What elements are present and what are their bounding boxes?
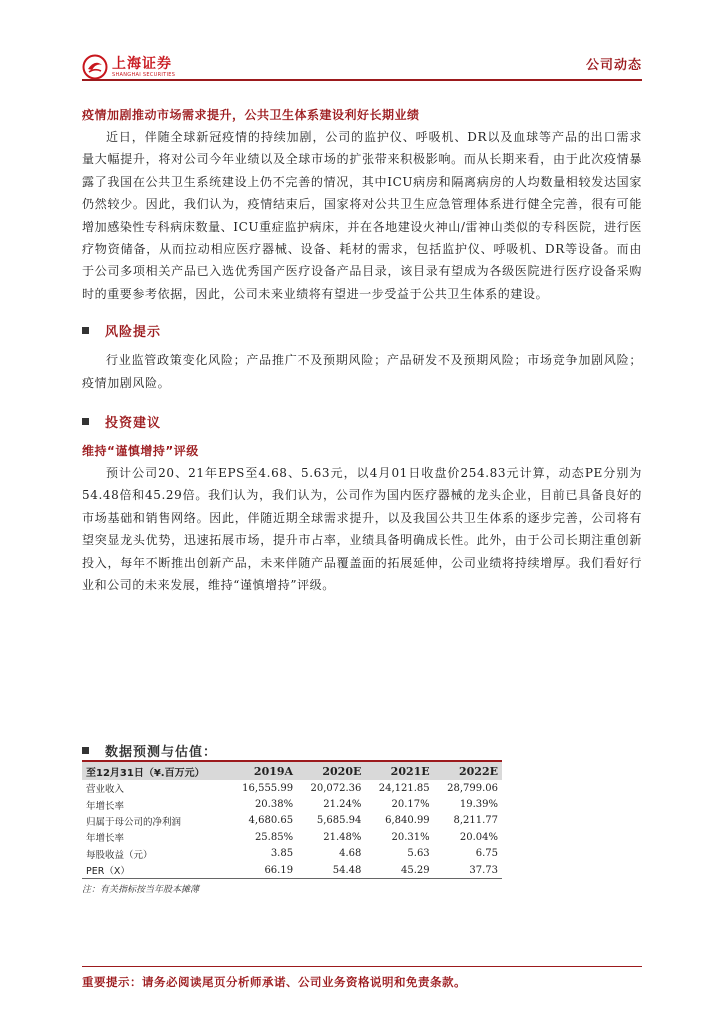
section-bullet-icon: [82, 327, 89, 334]
table-row: [82, 796, 502, 812]
year-column-header: 2021E: [365, 761, 433, 780]
table-cell: 21.24%: [323, 799, 362, 811]
table-row: [82, 813, 502, 829]
table-cell: 16,555.99: [242, 782, 294, 794]
table-row: [82, 846, 502, 862]
table-cell: 6,840.99: [385, 815, 430, 827]
header-divider: [82, 79, 642, 81]
logo-english-name: SHANGHAI SECURITIES: [112, 71, 176, 78]
section-bullet-icon: [82, 747, 89, 754]
risk-paragraph: 行业监管政策变化风险；产品推广不及预期风险；产品研发不及预期风险；市场竞争加剧风险；疫情加剧风险。: [82, 353, 642, 390]
table-cell: 37.73: [434, 862, 502, 879]
rating-heading: 维持“谨慎增持”评级: [82, 444, 199, 459]
table-row: [82, 862, 502, 879]
table-row: [82, 780, 502, 796]
invest-section-title: 投资建议: [105, 415, 162, 431]
table-cell: 20,072.36: [310, 782, 362, 794]
table-cell: 20.17%: [391, 799, 430, 811]
table-cell: 25.85%: [254, 831, 294, 843]
market-heading: 疫情加剧推动市场需求提升，公共卫生体系建设利好长期业绩: [82, 108, 420, 122]
row-label: 年增长率: [86, 800, 125, 812]
table-cell: 3.85: [270, 848, 294, 860]
table-cell: 4.68: [339, 848, 362, 860]
market-paragraph: 近日，伴随全球新冠疫情的持续加剧，公司的监护仪、呼吸机、DR以及血球等产品的出口需求量大幅提升，将对公司今年业绩以及全球市场的扩张带来积极影响。而从长期来看，由于此次疫情暴露了我国在公共卫生系统建设上仍不完善的情况，其中ICU病房和隔离病房的人均数量相较发达国家仍然较少。因此，我们认为，疫情结束后，国家将对公共卫生应急管理体系进行健全完善，很有可能增加感染性专科病床数量、ICU重症监护病床，并在各地建设火神山/雷神山类似的专科医院，进行医疗物资储备，从而拉动相应医疗器械、设备、耗材的需求，包括监护仪、呼吸机、DR等设备。而由于公司多项相关产品已入选优秀国产医疗设备产品目录，该目录有望成为各级医院进行医疗设备采购时的重要参考依据，因此，公司未来业绩将有望进一步受益于公共卫生体系的建设。: [82, 130, 642, 301]
row-label: 每股收益（元）: [86, 849, 153, 861]
table-note: 注：有关指标按当年股本摊薄: [82, 885, 200, 896]
table-cell: 21.48%: [323, 831, 362, 843]
report-body: [82, 104, 642, 597]
year-column-header: 2019A: [229, 761, 297, 780]
forecast-table-block: [82, 740, 642, 896]
table-row: [82, 829, 502, 845]
table-cell: 54.48: [297, 862, 365, 879]
shanghai-securities-logo-icon: [82, 54, 108, 80]
disclaimer-footer: 重要提示：请务必阅读尾页分析师承诺、公司业务资格说明和免责条款。: [82, 975, 466, 989]
forecast-table-header: [82, 740, 642, 760]
table-cell: 6.75: [475, 848, 498, 860]
risk-section-title: 风险提示: [105, 324, 162, 340]
company-logo: [82, 54, 175, 80]
table-cell: 19.39%: [459, 799, 498, 811]
table-cell: 4,680.65: [248, 815, 294, 827]
page-header: [0, 0, 724, 86]
invest-paragraph: 预计公司20、21年EPS至4.68、5.63元，以4月01日收盘价254.83元计算，动态PE分别为54.48倍和45.29倍。我们认为，我们认为，公司作为国内医疗器械的龙头企业，目前已具备良好的市场基础和销售网络。因此，伴随近期全球需求提升，以及我国公共卫生体系的逐步完善，公司将有望突显龙头优势，迅速拓展市场，提升市占率，业绩具备明确成长性。此外，由于公司长期注重创新投入，每年不断推出创新产品，未来伴随产品覆盖面的拓展延伸，公司业绩将持续增厚。我们看好行业和公司的未来发展，维持“谨慎增持”评级。: [82, 466, 642, 593]
forecast-table: [82, 760, 502, 879]
table-cell: 24,121.85: [378, 782, 430, 794]
table-cell: 20.38%: [254, 799, 294, 811]
year-column-header: 2022E: [434, 761, 502, 780]
footer-divider: [82, 966, 642, 967]
forecast-table-title: 数据预测与估值：: [105, 744, 218, 760]
table-cell: 66.19: [229, 862, 297, 879]
table-cell: 20.04%: [459, 831, 498, 843]
table-cell: 45.29: [365, 862, 433, 879]
invest-section-header: [82, 410, 642, 432]
year-column-header: 2020E: [297, 761, 365, 780]
table-header-row: [82, 761, 502, 780]
table-cell: 8,211.77: [453, 815, 498, 827]
risk-section-header: [82, 319, 642, 341]
row-label: 年增长率: [86, 833, 125, 845]
section-bullet-icon: [82, 418, 89, 425]
table-header-label: 至12月31日（¥.百万元）: [82, 761, 229, 780]
table-cell: 20.31%: [391, 831, 430, 843]
report-type-title: 公司动态: [585, 58, 642, 73]
table-cell: 28,799.06: [447, 782, 498, 794]
row-label: 归属于母公司的净利润: [86, 816, 182, 828]
logo-chinese-name: 上海证券: [112, 55, 172, 72]
table-cell: 5,685.94: [316, 815, 362, 827]
table-cell: 5.63: [407, 848, 430, 860]
row-label: 营业收入: [86, 784, 125, 796]
row-label: PER（X）: [82, 862, 229, 879]
